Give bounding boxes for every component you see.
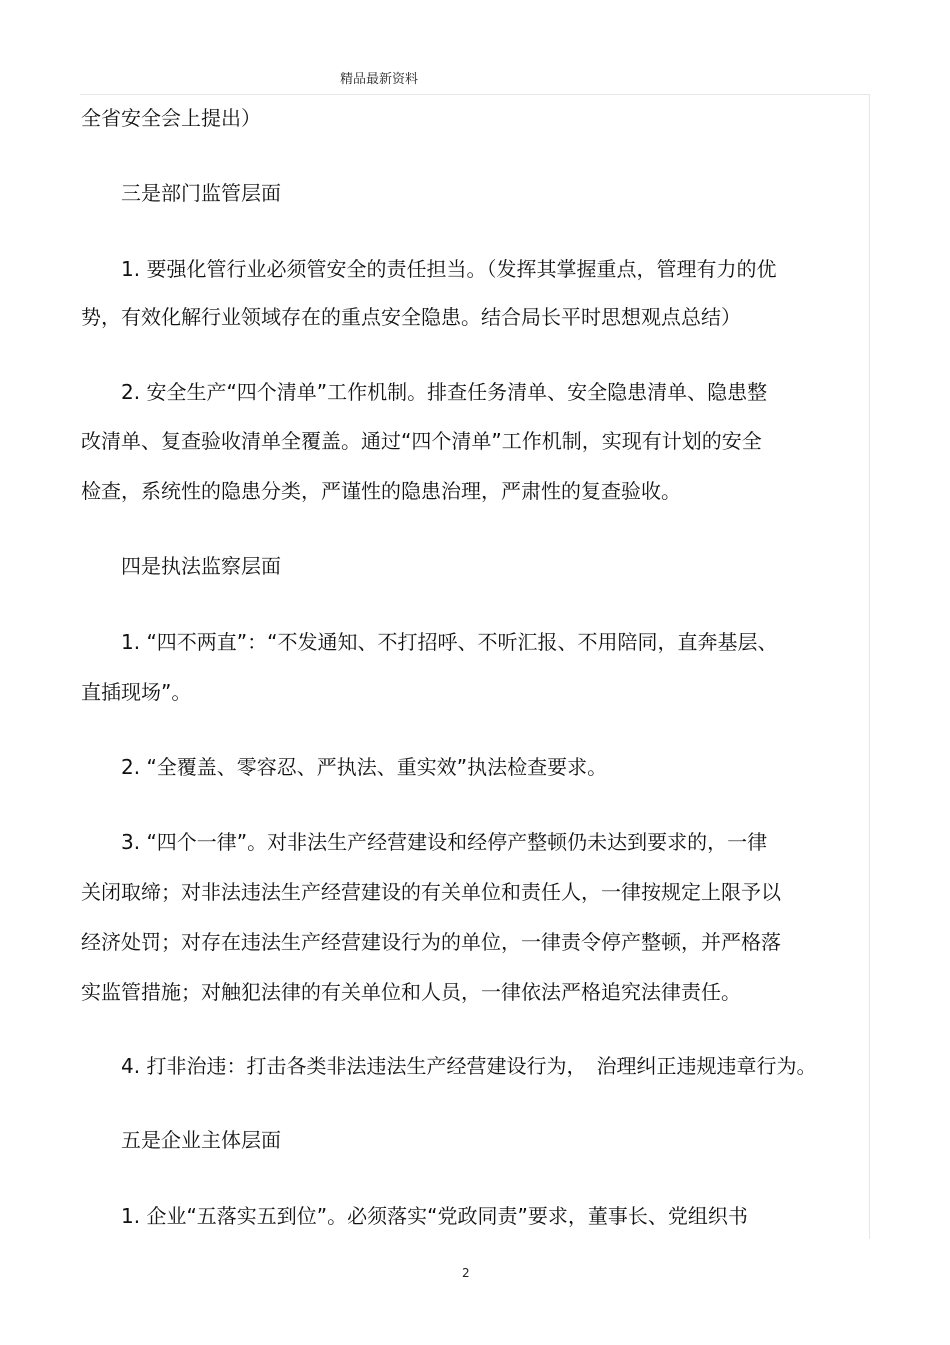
section-heading: 四是执法监察层面: [121, 554, 281, 578]
text-line: 检查，系统性的隐患分类，严谨性的隐患治理，严肃性的复查验收。: [81, 479, 681, 503]
text-line: 直插现场”。: [81, 680, 192, 704]
text-line: 经济处罚；对存在违法生产经营建设行为的单位，一律责令停产整顿，并严格落: [81, 930, 781, 954]
right-margin-rule: [869, 94, 870, 1239]
text-line: 改清单、复查验收清单全覆盖。通过“四个清单”工作机制，实现有计划的安全: [81, 429, 762, 453]
text-line: 实监管措施；对触犯法律的有关单位和人员，一律依法严格追究法律责任。: [81, 980, 741, 1004]
section-heading: 五是企业主体层面: [121, 1128, 281, 1152]
text-line: 全省安全会上提出）: [81, 106, 261, 130]
text-line: 3. “四个一律”。对非法生产经营建设和经停产整顿仍未达到要求的，一律: [121, 830, 768, 854]
text-line: 2. 安全生产“四个清单”工作机制。排查任务清单、安全隐患清单、隐患整: [121, 380, 768, 404]
text-line: 关闭取缔；对非法违法生产经营建设的有关单位和责任人，一律按规定上限予以: [81, 880, 781, 904]
page-number: 2: [462, 1266, 470, 1280]
text-line: 1. 要强化管行业必须管安全的责任担当。（发挥其掌握重点，管理有力的优: [121, 257, 777, 281]
text-line: 1. “四不两直”：“不发通知、不打招呼、不听汇报、不用陪同，直奔基层、: [121, 630, 778, 654]
text-line: 势，有效化解行业领域存在的重点安全隐患。结合局长平时思想观点总结）: [81, 305, 741, 329]
text-line: 4. 打非治违：打击各类非法违法生产经营建设行为， 治理纠正违规违章行为。: [121, 1054, 817, 1078]
header-rule: [80, 94, 870, 95]
text-line: 2. “全覆盖、零容忍、严执法、重实效”执法检查要求。: [121, 755, 608, 779]
section-heading: 三是部门监管层面: [121, 181, 281, 205]
text-line: 1. 企业“五落实五到位”。必须落实“党政同责”要求，董事长、党组织书: [121, 1204, 748, 1228]
header-label: 精品最新资料: [340, 72, 419, 87]
